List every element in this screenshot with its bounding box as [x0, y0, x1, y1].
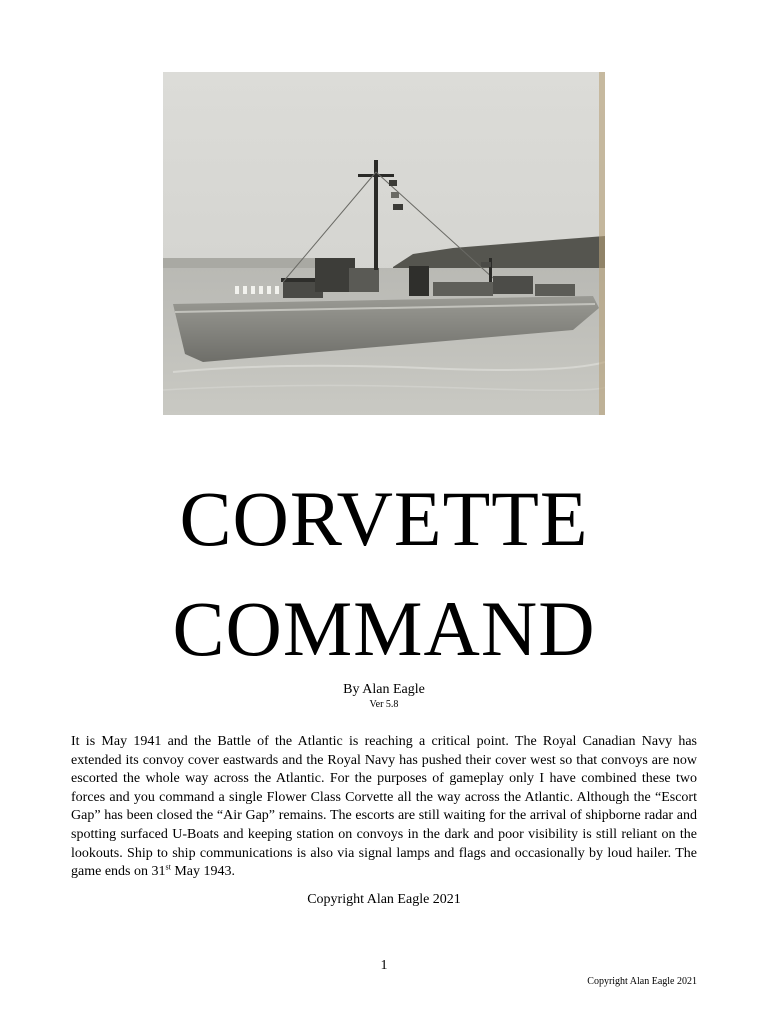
date-ordinal-suffix: st	[165, 862, 171, 872]
intro-text: It is May 1941 and the Battle of the Atlantic is reaching a critical point. The Royal Canadian Navy has extended its convoy cover eastwards and the Royal Navy has pushed their cover west so that convoys are now escorted the whole way across the Atlantic. For the purposes of gameplay only I have combined these two forces and you command a single Flower Class Corvette all the way across the Atlantic. Although the “Escort Gap” has been closed the “Air Gap” remains. The escorts are still waiting for the arrival of shipborne radar and spotting surfaced U-Boats and keeping station on convoys in the dark and poor visibility is still reliant on the lookouts. Ship to ship communications is also via signal lamps and flags and occasionally by loud hailer. The game ends on 31	[71, 734, 697, 880]
version-label: Ver 5.8	[369, 699, 399, 710]
intro-paragraph	[71, 733, 697, 882]
title-line-1: CORVETTE	[179, 475, 589, 562]
warship-illustration	[163, 72, 605, 415]
author-byline: By Alan Eagle	[343, 682, 425, 697]
copyright-notice: Copyright Alan Eagle 2021	[307, 892, 461, 907]
page-number: 1	[380, 958, 388, 973]
cover-photo	[163, 72, 605, 415]
intro-text-end: May 1943.	[170, 864, 235, 880]
title-line-2: COMMAND	[172, 585, 596, 672]
footer-copyright: Copyright Alan Eagle 2021	[587, 976, 697, 987]
